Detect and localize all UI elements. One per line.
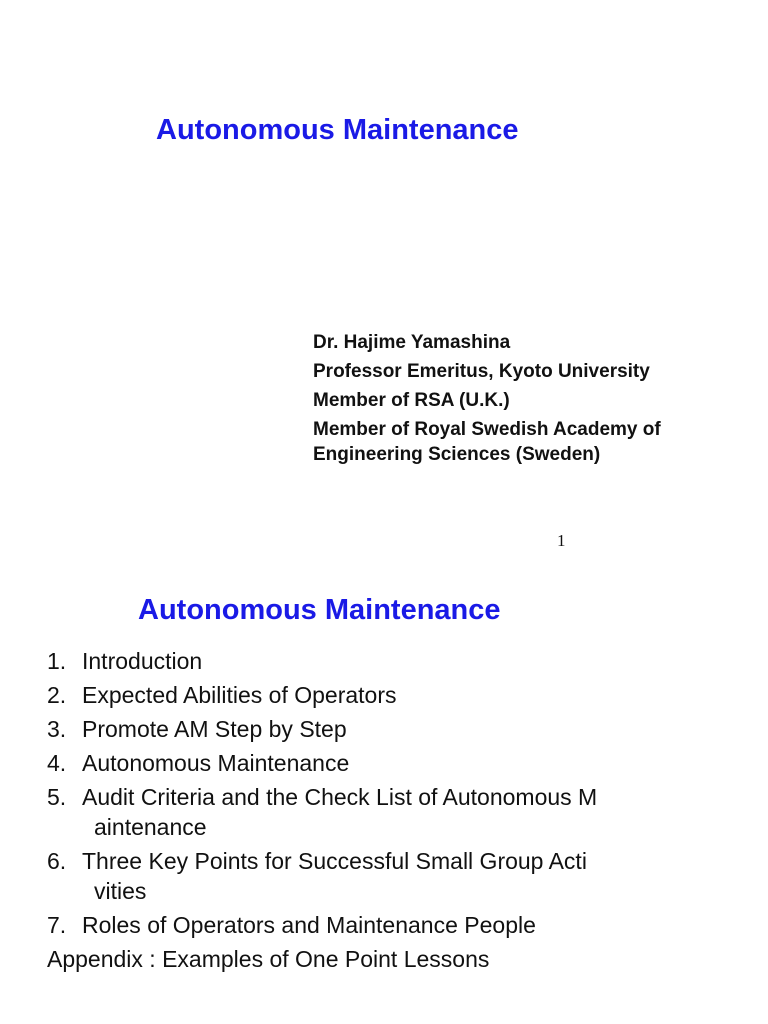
toc-item-label: Audit Criteria and the Check List of Autonomous M xyxy=(82,784,598,810)
author-affiliation: Professor Emeritus, Kyoto University xyxy=(313,361,650,382)
author-membership-line-a: Member of Royal Swedish Academy of xyxy=(313,419,661,440)
toc-item-label-continuation: vities xyxy=(94,878,147,904)
toc-item-number: 4. xyxy=(47,750,67,776)
toc-item-text xyxy=(82,910,727,940)
toc-item-number: 6. xyxy=(47,848,67,874)
toc-item xyxy=(47,846,727,906)
toc-item-label: Promote AM Step by Step xyxy=(82,716,347,742)
toc-appendix-label: Appendix : Examples of One Point Lessons xyxy=(47,946,490,972)
slide-contents-page xyxy=(0,580,768,1024)
toc-item-text xyxy=(82,846,727,906)
toc-item-number: 1. xyxy=(47,648,67,674)
toc-item xyxy=(47,680,727,710)
toc-item-text xyxy=(82,646,727,676)
toc-item-label: Expected Abilities of Operators xyxy=(82,682,397,708)
author-membership-royal-academy xyxy=(313,417,753,467)
author-name: Dr. Hajime Yamashina xyxy=(313,332,511,353)
page-number: 1 xyxy=(557,531,566,550)
toc-item xyxy=(47,910,727,940)
toc-item xyxy=(47,748,727,778)
toc-item-label: Roles of Operators and Maintenance People xyxy=(82,912,536,938)
slide-2-title: Autonomous Maintenance xyxy=(138,594,501,626)
author-info xyxy=(313,330,753,467)
author-membership-line-b: Engineering Sciences (Sweden) xyxy=(313,444,601,465)
toc-item-label: Introduction xyxy=(82,648,203,674)
toc-item-text xyxy=(82,748,727,778)
toc-item xyxy=(47,782,727,842)
author-membership-rsa: Member of RSA (U.K.) xyxy=(313,390,510,411)
toc-item-number: 7. xyxy=(47,912,67,938)
toc-item-text xyxy=(82,714,727,744)
toc-item-text xyxy=(82,782,727,842)
toc-item xyxy=(47,646,727,676)
toc-item-label: Three Key Points for Successful Small Group Acti xyxy=(82,848,587,874)
toc-item xyxy=(47,714,727,744)
toc-appendix xyxy=(47,944,727,974)
toc-item-text xyxy=(82,680,727,710)
toc-item-number: 5. xyxy=(47,784,67,810)
toc-item-number: 3. xyxy=(47,716,67,742)
toc-item-label-continuation: aintenance xyxy=(94,814,207,840)
toc-item-number: 2. xyxy=(47,682,67,708)
table-of-contents xyxy=(47,646,727,978)
slide-1-title: Autonomous Maintenance xyxy=(156,114,519,146)
toc-item-label: Autonomous Maintenance xyxy=(82,750,350,776)
